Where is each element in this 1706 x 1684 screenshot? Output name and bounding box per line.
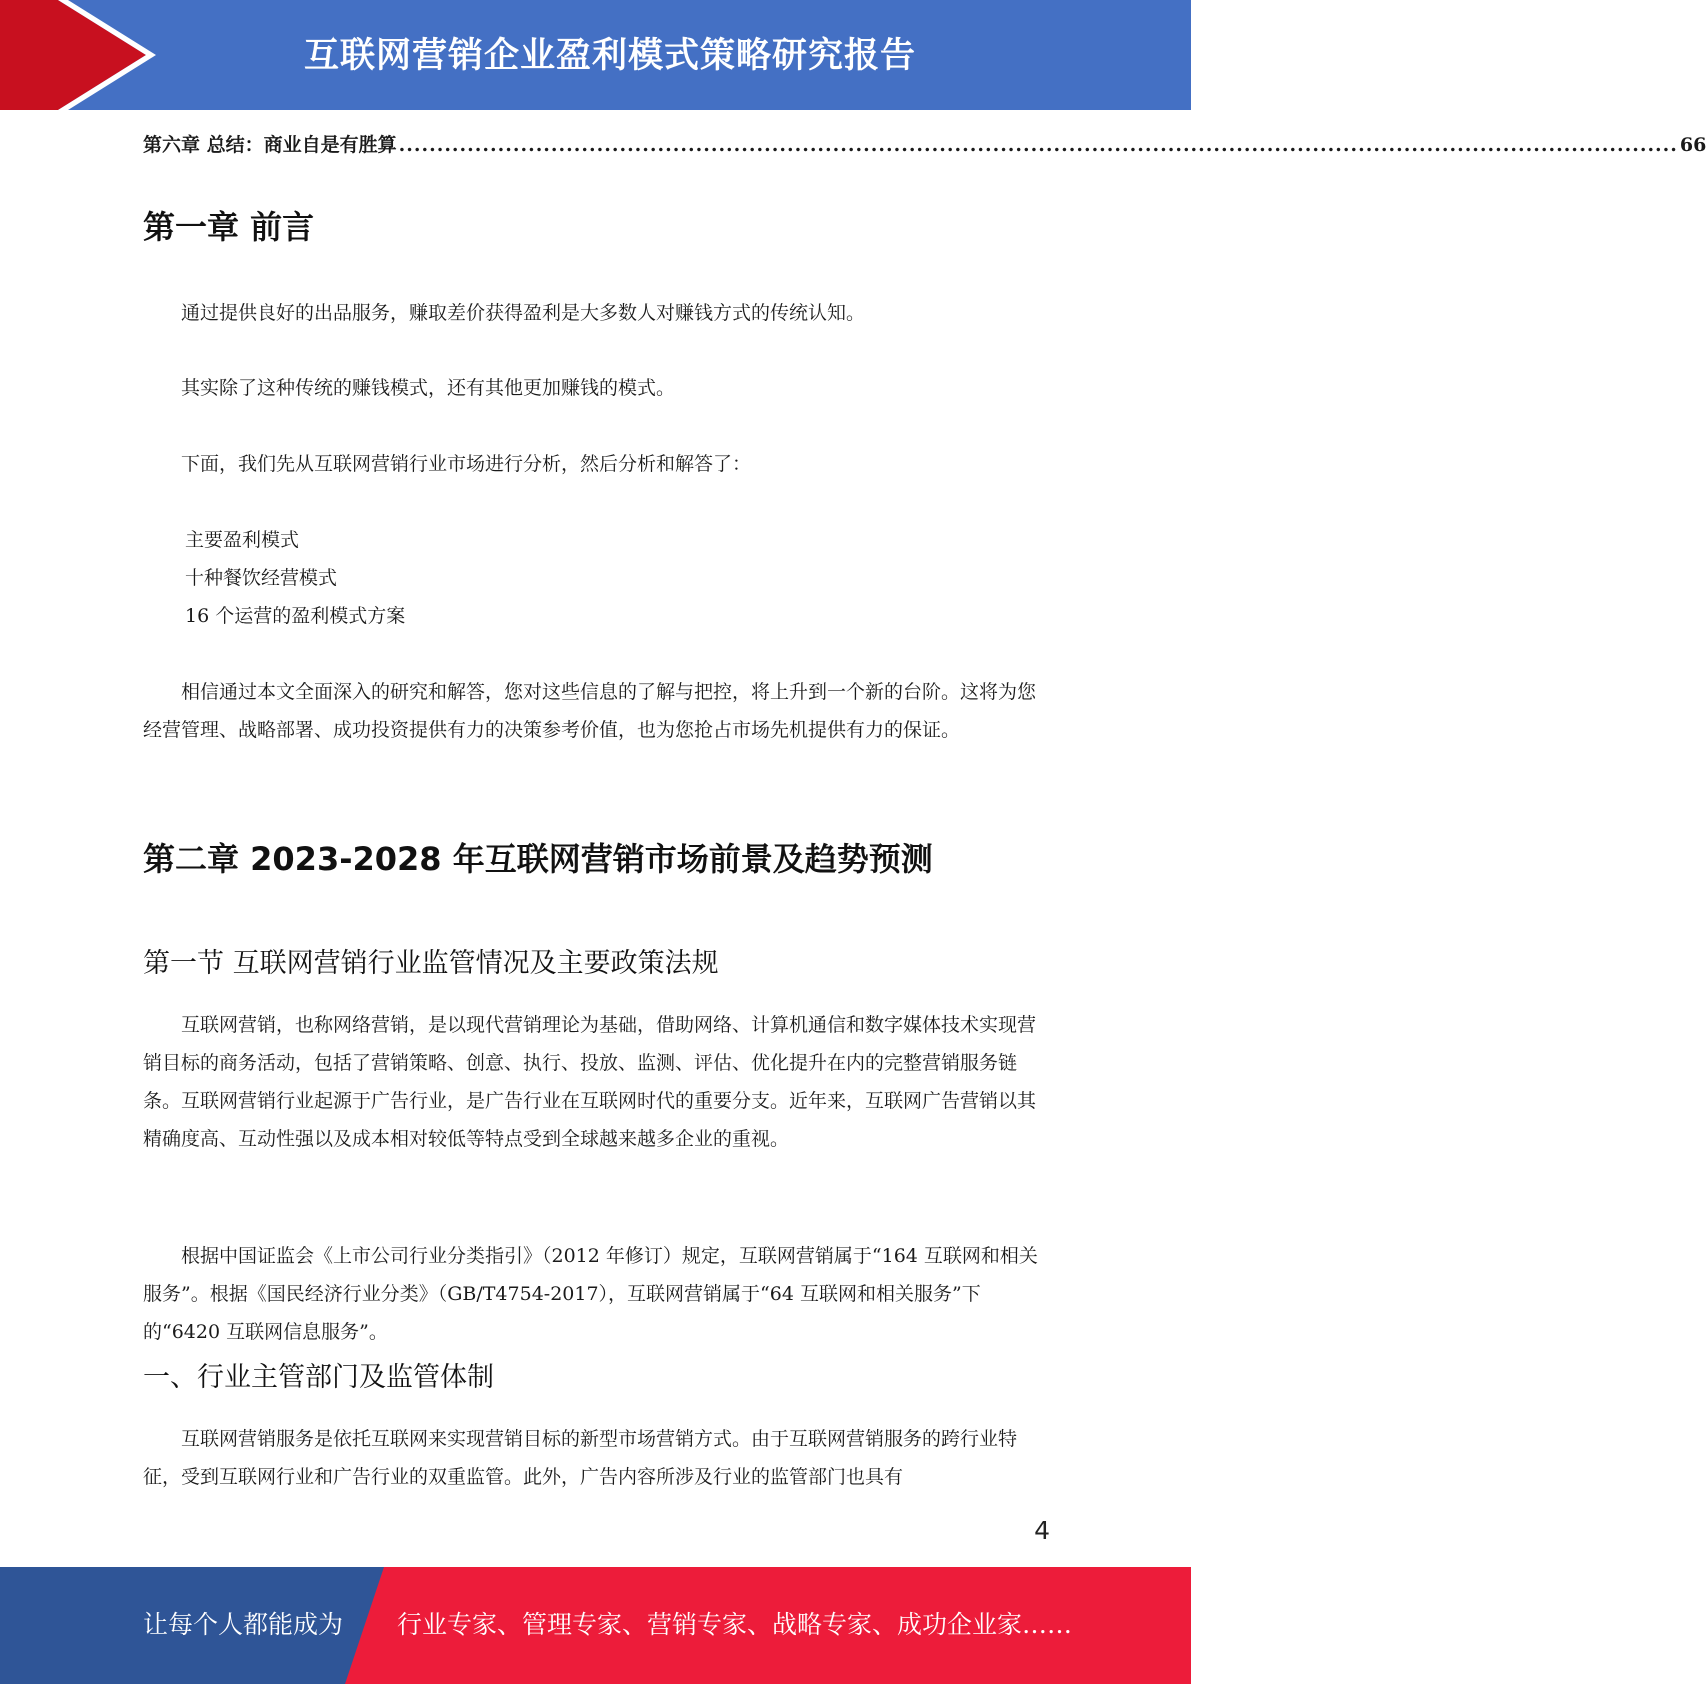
toc-entry-text: 第六章 总结：商业自是有胜算 (143, 134, 397, 156)
chapter1-paragraph: 其实除了这种传统的赚钱模式，还有其他更加赚钱的模式。 (181, 377, 676, 399)
page-content (143, 118, 1706, 1488)
list-item: 主要盈利模式 (185, 529, 300, 551)
footer-slogan-left: 让每个人都能成为 (143, 1610, 344, 1639)
page-number: 4 (1034, 1516, 1050, 1545)
profit-model-list (143, 521, 1048, 635)
chapter1-paragraph: 通过提供良好的出品服务，赚取差价获得盈利是大多数人对赚钱方式的传统认知。 (181, 302, 866, 324)
report-title: 互联网营销企业盈利模式策略研究报告 (303, 36, 916, 76)
chapter1-heading: 第一章 前言 (143, 208, 315, 246)
toc-entry[interactable] (143, 130, 1706, 157)
chapter2-heading: 第二章 2023-2028 年互联网营销市场前景及趋势预测 (143, 840, 933, 878)
section1-heading: 第一节 互联网营销行业监管情况及主要政策法规 (143, 948, 719, 979)
header-banner (0, 0, 1191, 110)
section1-paragraph: 互联网营销，也称网络营销，是以现代营销理论为基础，借助网络、计算机通信和数字媒体技术实现营销目标的商务活动，包括了营销策略、创意、执行、投放、监测、评估、优化提升在内的完整营销服务链条。互联网营销行业起源于广告行业，是广告行业在互联网时代的重要分支。近年来，互联网广告营销以其精确度高、互动性强以及成本相对较低等特点受到全球越来越多企业的重视。 (143, 1014, 1037, 1150)
footer-banner (0, 1567, 1191, 1684)
list-item: 16 个运营的盈利模式方案 (185, 605, 406, 627)
list-item: 十种餐饮经营模式 (185, 567, 338, 589)
toc-entry-page: 66 (1679, 134, 1706, 156)
subsection-paragraph: 互联网营销服务是依托互联网来实现营销目标的新型市场营销方式。由于互联网营销服务的跨行业特征，受到互联网行业和广告行业的双重监管。此外，广告内容所涉及行业的监管部门也具有 (143, 1428, 1018, 1488)
footer-slogan-right: 行业专家、管理专家、营销专家、战略专家、成功企业家…… (397, 1610, 1073, 1639)
section1-paragraph: 根据中国证监会《上市公司行业分类指引》（2012 年修订）规定，互联网营销属于“164 互联网和相关服务”。根据《国民经济行业分类》（GB/T4754-2017），互联网营销属于“64 互联网和相关服务”下的“6420 互联网信息服务”。 (143, 1245, 1038, 1343)
chapter1-paragraph: 相信通过本文全面深入的研究和解答，您对这些信息的了解与把控，将上升到一个新的台阶。这将为您经营管理、战略部署、成功投资提供有力的决策参考价值，也为您抢占市场先机提供有力的保证。 (143, 681, 1037, 741)
chapter1-paragraph: 下面，我们先从互联网营销行业市场进行分析，然后分析和解答了： (181, 453, 752, 475)
subsection-heading: 一、行业主管部门及监管体制 (143, 1362, 494, 1393)
toc-leader-dots: ........................................................................................................................................................................ (398, 134, 1678, 156)
